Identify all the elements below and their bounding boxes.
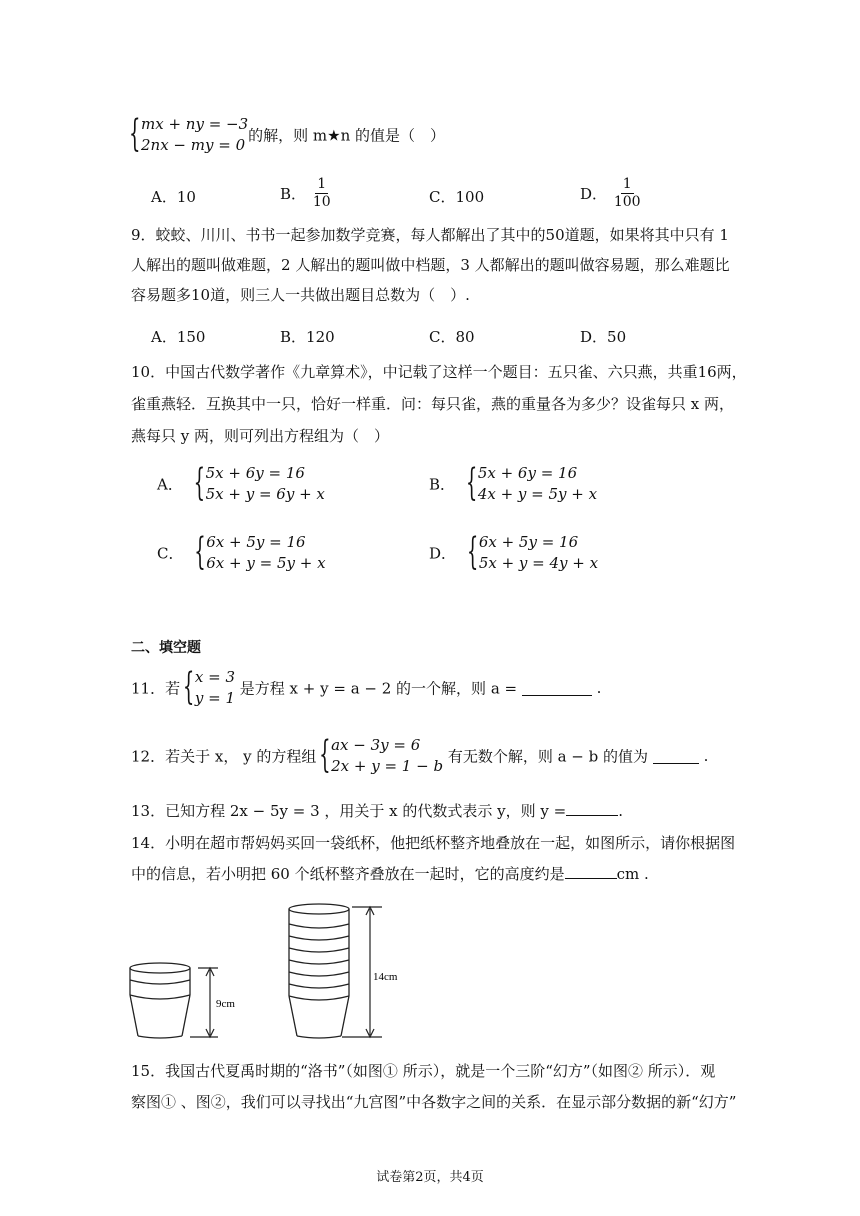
- q9-option-a[interactable]: A．150: [151, 328, 206, 346]
- q8-stem: [131, 114, 445, 156]
- q9-option-c[interactable]: C．80: [429, 328, 475, 346]
- q9-option-d[interactable]: D．50: [580, 328, 627, 346]
- q15-line-1: 15．我国古代夏禹时期的“洛书”（如图① 所示），就是一个三阶“幻方”（如图② 所示）．观: [131, 1062, 716, 1080]
- q10-line-1: 10．中国古代数学著作《九章算术》，中记载了这样一个题目：五只雀、六只燕，共重16两，: [131, 363, 747, 381]
- q10-line-3: 燕每只 y 两，则可列出方程组为（ ）: [131, 427, 390, 445]
- q8-option-a[interactable]: A．10: [151, 188, 196, 206]
- q8-eq1: { mx + ny = −3: [141, 115, 249, 133]
- q9-line-1: 9．蛟蛟、川川、书书一起参加数学竞赛，每人都解出了其中的50道题，如果将其中只有 1: [131, 226, 729, 244]
- q8-option-d-fraction: $\frac{1}{100}$: [613, 176, 641, 210]
- q8-equation-system: [131, 114, 248, 156]
- q10-option-a[interactable]: A． { 5x + 6y = 16 5x + y = 6y + x: [157, 463, 325, 505]
- q11-answer-blank[interactable]: [522, 680, 592, 696]
- q14-line-1: 14．小明在超市帮妈妈买回一袋纸杯，他把纸杯整齐地叠放在一起，如图所示，请你根据图: [131, 834, 736, 852]
- q12: 12．若关于 x， y 的方程组 { ax − 3y = 6 2x + y = 1 − b 有无数个解，则 a − b 的值为 .: [131, 735, 708, 777]
- q10-option-c[interactable]: C． { 6x + 5y = 16 6x + y = 5y + x: [157, 532, 326, 574]
- section-heading-fill-in: 二、填空题: [131, 640, 201, 656]
- single-cup-dimension: [190, 968, 218, 1037]
- q13: 13．已知方程 2x − 5y = 3 ，用关于 x 的代数式表示 y，则 y = .: [131, 802, 623, 820]
- q14-line-2: 中的信息，若小明把 60 个纸杯整齐叠放在一起时，它的高度约是 cm .: [131, 865, 649, 883]
- q9-line-3: 容易题多10道，则三人一共做出题目总数为（ ）.: [131, 286, 470, 304]
- q8-option-d[interactable]: D． $\frac{1}{100}$: [580, 176, 641, 210]
- q8-eq2: 2nx − my = 0: [141, 136, 246, 154]
- single-cup-stack: [130, 963, 190, 1038]
- page-footer: 试卷第2页，共4页: [376, 1170, 484, 1185]
- label-9cm: 9cm: [216, 998, 235, 1010]
- q10-option-d[interactable]: D． { 6x + 5y = 16 5x + y = 4y + x: [429, 532, 598, 574]
- q10-option-b[interactable]: B． { 5x + 6y = 16 4x + y = 5y + x: [429, 463, 597, 505]
- tall-cup-stack: [289, 904, 349, 1038]
- q8-stem-tail: 的解，则 m★n 的值是（ ）: [248, 126, 446, 145]
- q11: 11．若 { x = 3 y = 1 是方程 x + y = a − 2 的一个解，则 a = .: [131, 667, 601, 709]
- q10-line-2: 雀重燕轻．互换其中一只，恰好一样重．问：每只雀，燕的重量各为多少？设雀每只 x 两，: [131, 395, 734, 413]
- label-14cm: 14cm: [373, 971, 398, 983]
- q12-answer-blank[interactable]: [653, 748, 699, 764]
- q9-option-b[interactable]: B．120: [280, 328, 335, 346]
- q15-line-2: 察图① 、图②，我们可以寻找出“九宫图”中各数字之间的关系．在显示部分数据的新“幻方”: [131, 1093, 737, 1111]
- q8-option-b[interactable]: B． $\frac{1}{10}$: [280, 176, 331, 210]
- q14-cups-figure: [120, 900, 420, 1050]
- q8-option-b-fraction: $\frac{1}{10}$: [312, 176, 331, 210]
- q13-answer-blank[interactable]: [566, 800, 618, 816]
- q9-line-2: 人解出的题叫做难题，2 人解出的题叫做中档题，3 人都解出的题叫做容易题，那么难题比: [131, 256, 730, 274]
- q8-option-c[interactable]: C．100: [429, 188, 485, 206]
- q14-answer-blank[interactable]: [565, 863, 617, 879]
